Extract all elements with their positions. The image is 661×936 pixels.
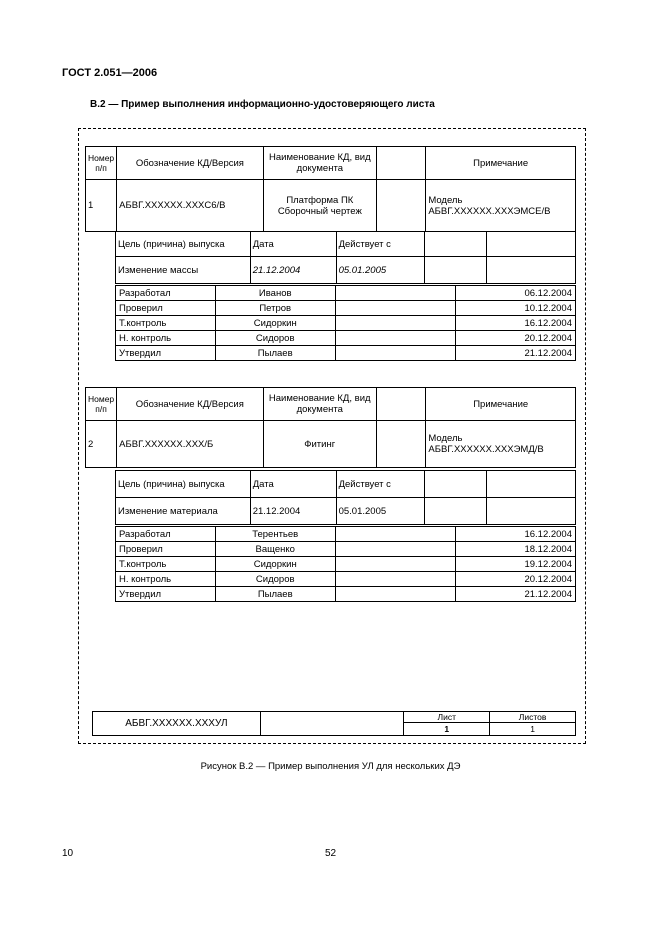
date-value: 21.12.2004 — [250, 257, 336, 284]
signature-date: 18.12.2004 — [456, 542, 576, 557]
signature-date: 10.12.2004 — [456, 301, 576, 316]
section-subtitle: В.2 — Пример выполнения информационно-удостоверяющего листа — [90, 99, 435, 110]
header-name: Наименование КД, вид документа — [263, 147, 376, 180]
valid-from-value: 05.01.2005 — [336, 498, 425, 525]
header-number: Номер п/п — [86, 388, 117, 421]
header-valid-from: Действует с — [336, 471, 425, 498]
signature-blank — [335, 286, 456, 301]
signature-date: 19.12.2004 — [456, 557, 576, 572]
signature-name: Иванов — [215, 286, 335, 301]
signature-name: Петров — [215, 301, 335, 316]
signature-blank — [335, 331, 456, 346]
row-number: 2 — [86, 421, 117, 468]
header-note: Примечание — [426, 388, 576, 421]
signature-blank — [335, 557, 456, 572]
signature-row — [116, 316, 576, 331]
document-designation: АБВГ.XXXXXX.XXXУЛ — [93, 712, 261, 736]
signature-date: 20.12.2004 — [456, 331, 576, 346]
sheets-count: 1 — [490, 723, 576, 736]
date-value: 21.12.2004 — [250, 498, 336, 525]
signature-date: 21.12.2004 — [456, 587, 576, 602]
header-name: Наименование КД, вид документа — [263, 388, 376, 421]
signature-role: Утвердил — [116, 587, 216, 602]
name-value: Фитинг — [263, 421, 376, 468]
purpose-value: Изменение массы — [116, 257, 251, 284]
designation-value: АБВГ.XXXXXX.XXX/Б — [117, 421, 263, 468]
signature-date: 16.12.2004 — [456, 527, 576, 542]
signature-blank — [335, 301, 456, 316]
block2-main-table — [85, 387, 576, 468]
title-block — [92, 711, 576, 736]
signature-row — [116, 527, 576, 542]
valid-from-value: 05.01.2005 — [336, 257, 425, 284]
signature-name: Сидоров — [215, 572, 335, 587]
signature-date: 16.12.2004 — [456, 316, 576, 331]
signature-role: Н. контроль — [116, 331, 216, 346]
signature-role: Т.контроль — [116, 316, 216, 331]
signature-role: Н. контроль — [116, 572, 216, 587]
block1-main-table — [85, 146, 576, 232]
row-number: 1 — [86, 180, 117, 232]
header-designation: Обозначение КД/Версия — [117, 147, 263, 180]
signature-name: Сидоркин — [215, 557, 335, 572]
signature-name: Пылаев — [215, 346, 335, 361]
block2-purpose-table — [115, 470, 576, 525]
header-date: Дата — [250, 471, 336, 498]
header-valid-from: Действует с — [336, 232, 425, 257]
signature-role: Утвердил — [116, 346, 216, 361]
signature-role: Разработал — [116, 286, 216, 301]
header-sheet: Лист — [404, 712, 490, 723]
signature-blank — [335, 527, 456, 542]
header-number: Номер п/п — [86, 147, 117, 180]
signature-role: Т.контроль — [116, 557, 216, 572]
header-purpose: Цель (причина) выпуска — [116, 232, 251, 257]
empty-cell — [377, 180, 426, 232]
empty-cell — [487, 471, 576, 498]
signature-name: Сидоров — [215, 331, 335, 346]
signature-row — [116, 587, 576, 602]
signature-blank — [335, 316, 456, 331]
empty-cell — [487, 232, 576, 257]
header-designation: Обозначение КД/Версия — [117, 388, 263, 421]
signature-row — [116, 331, 576, 346]
signature-blank — [335, 572, 456, 587]
header-purpose: Цель (причина) выпуска — [116, 471, 251, 498]
signature-row — [116, 572, 576, 587]
header-sheets: Листов — [490, 712, 576, 723]
page-number-left: 10 — [62, 848, 74, 859]
empty-cell — [425, 498, 487, 525]
signature-blank — [335, 346, 456, 361]
signature-row — [116, 301, 576, 316]
block1-signatures — [115, 285, 576, 361]
empty-cell — [425, 232, 487, 257]
note-value: Модель АБВГ.XXXXXX.XXXЭМД/В — [426, 421, 576, 468]
note-value: Модель АБВГ.XXXXXX.XXXЭМСЕ/B — [426, 180, 576, 232]
signature-role: Разработал — [116, 527, 216, 542]
header-note: Примечание — [426, 147, 576, 180]
signature-name: Терентьев — [215, 527, 335, 542]
signature-blank — [335, 542, 456, 557]
signature-row — [116, 346, 576, 361]
standard-header: ГОСТ 2.051—2006 — [62, 67, 158, 79]
signature-name: Ващенко — [215, 542, 335, 557]
figure-caption: Рисунок В.2 — Пример выполнения УЛ для нескольких ДЭ — [200, 761, 461, 772]
signature-name: Пылаев — [215, 587, 335, 602]
signature-date: 21.12.2004 — [456, 346, 576, 361]
signature-blank — [335, 587, 456, 602]
designation-value: АБВГ.XXXXXX.XXXC6/B — [117, 180, 263, 232]
block1-purpose-table — [115, 231, 576, 284]
purpose-value: Изменение материала — [116, 498, 251, 525]
signature-row — [116, 542, 576, 557]
empty-cell — [425, 471, 487, 498]
name-value: Платформа ПК Сборочный чертеж — [263, 180, 376, 232]
empty-cell — [425, 257, 487, 284]
empty-cell — [260, 712, 404, 736]
block2-signatures — [115, 526, 576, 602]
page-number-center: 52 — [324, 848, 337, 859]
signature-row — [116, 286, 576, 301]
signature-role: Проверил — [116, 542, 216, 557]
signature-date: 06.12.2004 — [456, 286, 576, 301]
signature-role: Проверил — [116, 301, 216, 316]
header-date: Дата — [250, 232, 336, 257]
empty-cell — [376, 421, 425, 468]
empty-cell — [487, 498, 576, 525]
sheet-number: 1 — [404, 723, 490, 736]
empty-cell — [487, 257, 576, 284]
signature-date: 20.12.2004 — [456, 572, 576, 587]
empty-cell — [377, 147, 426, 180]
signature-row — [116, 557, 576, 572]
signature-name: Сидоркин — [215, 316, 335, 331]
empty-cell — [376, 388, 425, 421]
